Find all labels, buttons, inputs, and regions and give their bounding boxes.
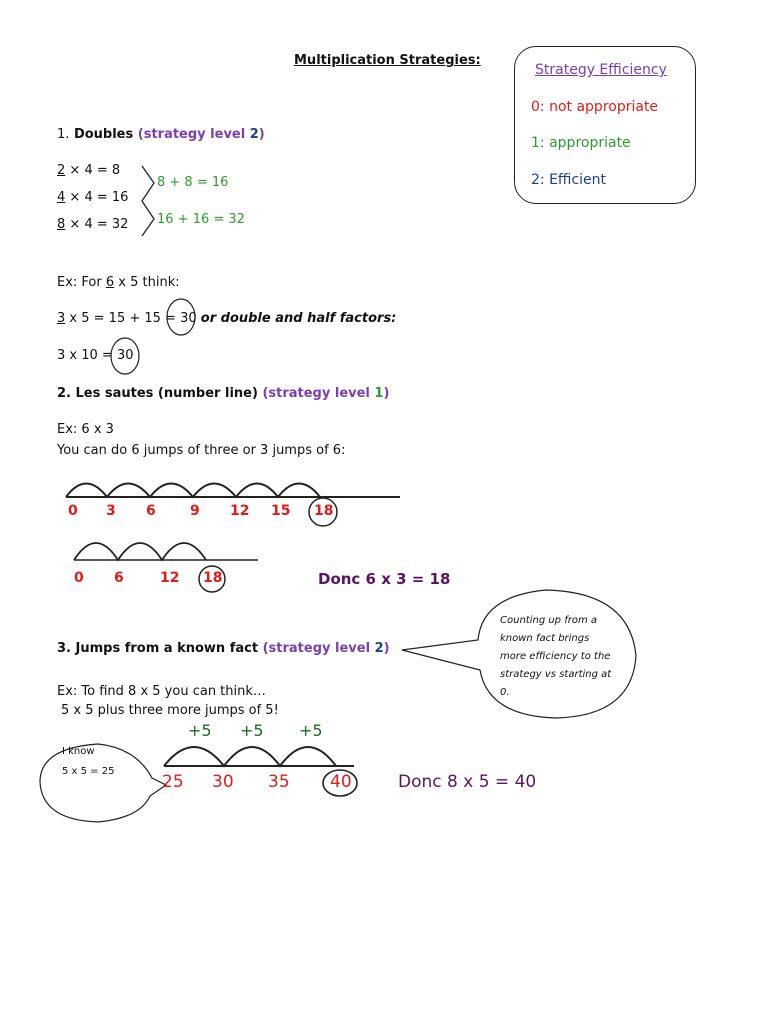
doubles-brace — [142, 166, 154, 236]
section-2-heading: 2. Les sautes (number line) (strategy level 1) — [57, 386, 390, 401]
plus-label: +5 — [299, 721, 323, 740]
plus-label: +5 — [240, 721, 264, 740]
jumps-line-3 — [164, 747, 336, 766]
jump-value: 25 — [162, 772, 184, 792]
know-text-2: 5 x 5 = 25 — [62, 766, 115, 777]
plus-label: +5 — [188, 721, 212, 740]
example-2-text: Ex: 6 x 3 — [57, 422, 114, 437]
example-2-desc: You can do 6 jumps of three or 3 jumps of 6: — [57, 443, 346, 458]
example-1-line-2: 3 x 10 = 30 — [57, 348, 134, 363]
line-1-label: 6 — [146, 503, 156, 519]
legend-item-1: 1: appropriate — [531, 135, 631, 151]
line-2-label: 18 — [203, 570, 223, 586]
line-1-label: 12 — [230, 503, 250, 519]
know-bubble — [40, 744, 166, 822]
line-1-label: 18 — [314, 503, 334, 519]
line-2-label: 12 — [160, 570, 180, 586]
example-3-text: Ex: To find 8 x 5 you can think… — [57, 684, 266, 699]
example-3-desc: 5 x 5 plus three more jumps of 5! — [61, 703, 279, 718]
legend-item-0: 0: not appropriate — [531, 99, 659, 115]
line-2-label: 0 — [74, 570, 84, 586]
know-text-1: I know — [62, 746, 95, 757]
line-1-label: 3 — [106, 503, 116, 519]
legend-title: Strategy Efficiency — [535, 62, 667, 78]
example-1-text: Ex: For 6 x 5 think: — [57, 275, 180, 290]
double-eq-1: 8 + 8 = 16 — [157, 175, 229, 190]
jump-value: 30 — [212, 772, 234, 792]
example-1-line-1: 3 x 5 = 15 + 15 = 30 or double and half factors: — [57, 311, 397, 326]
legend-item-2: 2: Efficient — [531, 172, 607, 188]
speech-bubble-text: Counting up from a known fact brings more efficiency to the strategy vs starting at 0. — [500, 615, 612, 698]
jump-value: 40 — [330, 772, 352, 792]
level-tag: (strategy level 1) — [262, 386, 390, 401]
doubles-row-3: 8 × 4 = 32 — [57, 217, 129, 232]
line-2-label: 6 — [114, 570, 124, 586]
line-1-label: 0 — [68, 503, 78, 519]
level-tag: (strategy level 2) — [262, 641, 390, 656]
doubles-row-1: 2 × 4 = 8 — [57, 163, 121, 178]
jump-value: 35 — [268, 772, 290, 792]
double-eq-2: 16 + 16 = 32 — [157, 212, 245, 227]
donc-2: Donc 6 x 3 = 18 — [318, 570, 451, 588]
doubles-row-2: 4 × 4 = 16 — [57, 190, 129, 205]
jumps-line-1 — [66, 484, 320, 498]
donc-3: Donc 8 x 5 = 40 — [398, 772, 537, 792]
line-1-label: 15 — [271, 503, 291, 519]
level-tag: (strategy level 2) — [137, 127, 265, 142]
section-3-heading: 3. Jumps from a known fact (strategy level 2) — [57, 641, 390, 656]
jumps-line-2 — [74, 543, 206, 560]
line-1-label: 9 — [190, 503, 200, 519]
page-title: Multiplication Strategies: — [294, 53, 481, 68]
section-1-heading: 1. Doubles (strategy level 2) — [57, 127, 265, 142]
